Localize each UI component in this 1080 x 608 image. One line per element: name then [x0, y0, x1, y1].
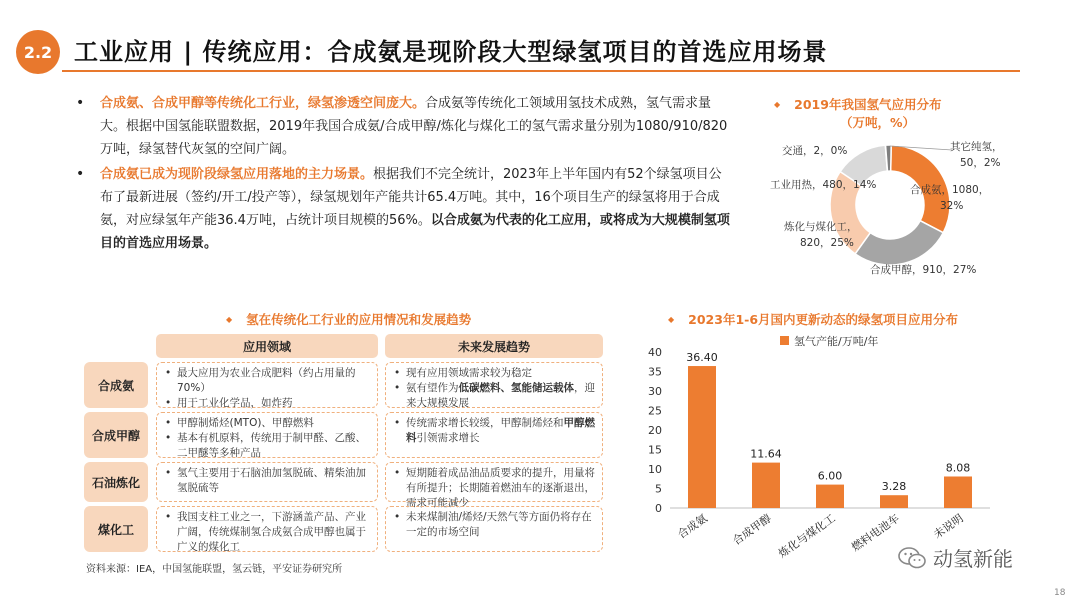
diamond-icon: ◆ [668, 315, 675, 324]
bullet-bold-text: 以合成氨为代表的化工应用，或将成为大规模制氢项目的首选应用场景。 [100, 213, 730, 251]
row-label-ammonia: 合成氨 [84, 362, 148, 408]
trend-text: 传统需求增长较缓，甲醇制烯烃和 [406, 417, 564, 429]
trend-bold: 甲醇燃料 [406, 417, 595, 444]
donut-subtitle: （万吨，%） [840, 115, 916, 130]
title-divider [62, 70, 1020, 72]
cell-apps-refining [156, 462, 378, 502]
bar [688, 366, 716, 508]
diamond-icon: ◆ [774, 100, 781, 109]
legend-swatch [780, 336, 789, 345]
list-item [392, 416, 596, 446]
list-item: • 用于工业化学品，如炸药 [163, 396, 371, 411]
bar-value-label: 11.64 [750, 447, 782, 461]
donut-title [774, 95, 941, 113]
section-number-badge: 2.2 [16, 30, 60, 74]
bar-chart-title [668, 310, 958, 328]
donut-label: 合成甲醇，910，27% [870, 264, 977, 276]
table-title-text: 氢在传统化工行业的应用情况和发展趋势 [246, 312, 472, 327]
y-tick-label: 40 [648, 346, 662, 359]
bullet-highlight: 合成氨已成为现阶段绿氢应用落地的主力场景。 [100, 167, 374, 182]
bullet-text: 根据我们不完全统计，2023年上半年国内有52个绿氢项目公布了最新进展（签约/开工/投产等），绿氢规划年产能共计65.4万吨。其中，16个项目生产的绿氢将用于合成氨，对应绿氢年产能36.4万吨，占统计项目规模的56%。 [100, 167, 722, 228]
list-item: • 未来煤制油/烯烃/天然气等方面仍将存在一定的市场空间 [392, 510, 596, 540]
list-item: • 现有应用领域需求较为稳定 [392, 366, 596, 381]
row-label-methanol: 合成甲醇 [84, 412, 148, 458]
donut-label: 炼化与煤化工， [784, 221, 858, 233]
trend-text: 引领需求增长 [416, 432, 480, 444]
cell-apps-methanol [156, 412, 378, 458]
donut-title-text: 2019年我国氢气应用分布 [794, 97, 942, 112]
bullet-list [72, 92, 732, 257]
donut-chart [760, 120, 1080, 295]
bullet-dot-icon: • [76, 166, 85, 182]
list-item: • 最大应用为农业合成肥料（约占用量的70%） [163, 366, 371, 396]
list-item [392, 381, 596, 411]
diamond-icon: ◆ [226, 315, 233, 324]
bar-chart-title-text: 2023年1-6月国内更新动态的绿氢项目应用分布 [688, 312, 959, 327]
y-tick-label: 20 [648, 424, 662, 437]
cell-trends-coal-chemical [385, 506, 603, 552]
legend-label: 氢气产能/万吨/年 [794, 335, 879, 348]
trend-text: 氨有望作为 [406, 382, 459, 394]
source-note: 资料来源：IEA，中国氢能联盟，氢云链，平安证券研究所 [86, 564, 343, 575]
page-number: 18 [1054, 588, 1066, 598]
trend-bold: 低碳燃料、氢能储运载体 [458, 382, 574, 394]
list-item: • 基本有机原料，传统用于制甲醛、乙酸、二甲醚等多种产品 [163, 431, 371, 461]
wechat-icon [897, 545, 927, 571]
y-tick-label: 25 [648, 404, 662, 418]
bullet-item [72, 163, 732, 255]
brand-name: 动氢新能 [933, 547, 1013, 571]
donut-label: 交通，2，0% [782, 145, 848, 157]
bar-value-label: 8.08 [945, 461, 971, 475]
donut-label: 50，2% [960, 157, 1001, 169]
x-tick-label: 未说明 [931, 511, 966, 542]
bullet-dot-icon: • [76, 95, 85, 111]
bar-marks [675, 351, 972, 560]
row-label-coal-chemical: 煤化工 [84, 506, 148, 552]
table-title [226, 310, 471, 328]
x-tick-label: 炼化与煤化工 [776, 511, 838, 560]
list-item: • 短期随着成品油品质要求的提升，用量将有所提升；长期随着燃油车的逐渐退出，需求可能减少 [392, 466, 596, 511]
donut-label: 820，25% [800, 237, 854, 249]
bar-value-label: 6.00 [817, 469, 843, 483]
bullet-text: 合成氨等传统化工领域用氢技术成熟，氢气需求量大。根据中国氢能联盟数据，2019年我国合成氨/合成甲醇/炼化与煤化工的氢气需求量分别为1080/910/820万吨，绿氢替代灰氢的空间广阔。 [100, 96, 728, 157]
bar [816, 485, 844, 508]
x-tick-label: 合成氨 [675, 511, 710, 542]
row-label-refining: 石油炼化 [84, 462, 148, 502]
bar [944, 476, 972, 508]
y-tick-label: 30 [648, 385, 662, 398]
bullet-highlight: 合成氨、合成甲醇等传统化工行业，绿氢渗透空间庞大。 [100, 96, 426, 111]
bar-chart [620, 330, 1000, 560]
x-tick-label: 合成甲醇 [730, 511, 774, 548]
brand-watermark [897, 543, 1013, 572]
trend-text: ，迎来大规模发展 [406, 382, 595, 409]
table-header-apps: 应用领域 [156, 334, 378, 358]
bar-value-label: 3.28 [881, 480, 907, 494]
bar [752, 463, 780, 508]
bar-value-label: 36.40 [686, 351, 718, 365]
donut-label: 32% [940, 200, 964, 212]
cell-trends-methanol [385, 412, 603, 458]
y-tick-label: 15 [648, 443, 662, 457]
cell-apps-ammonia [156, 362, 378, 408]
y-tick-label: 5 [655, 482, 662, 496]
donut-label: 合成氨，1080， [910, 184, 990, 196]
donut-label: 其它纯氢， [950, 141, 1003, 153]
cell-trends-refining [385, 462, 603, 509]
cell-apps-coal-chemical [156, 506, 378, 552]
list-item: • 我国支柱工业之一，下游涵盖产品、产业广阔，传统煤制氢合成氨合成甲醇也属于广义的煤化工 [163, 510, 371, 555]
y-tick-label: 10 [648, 463, 662, 476]
list-item: • 甲醇制烯烃(MTO)、甲醇燃料 [163, 416, 371, 431]
page-title: 工业应用 | 传统应用：合成氨是现阶段大型绿氢项目的首选应用场景 [74, 38, 828, 66]
bullet-item [72, 92, 732, 161]
list-item: • 氢气主要用于石脑油加氢脱硫、精柴油加氢脱硫等 [163, 466, 371, 496]
cell-trends-ammonia [385, 362, 603, 408]
donut-slice [855, 221, 943, 265]
table-header-trends: 未来发展趋势 [385, 334, 603, 358]
y-tick-label: 35 [648, 365, 662, 379]
y-tick-label: 0 [655, 502, 662, 515]
donut-label: 工业用热，480，14% [770, 179, 877, 191]
x-tick-label: 燃料电池车 [849, 511, 902, 555]
bar-legend [780, 334, 878, 348]
bar [880, 495, 908, 508]
